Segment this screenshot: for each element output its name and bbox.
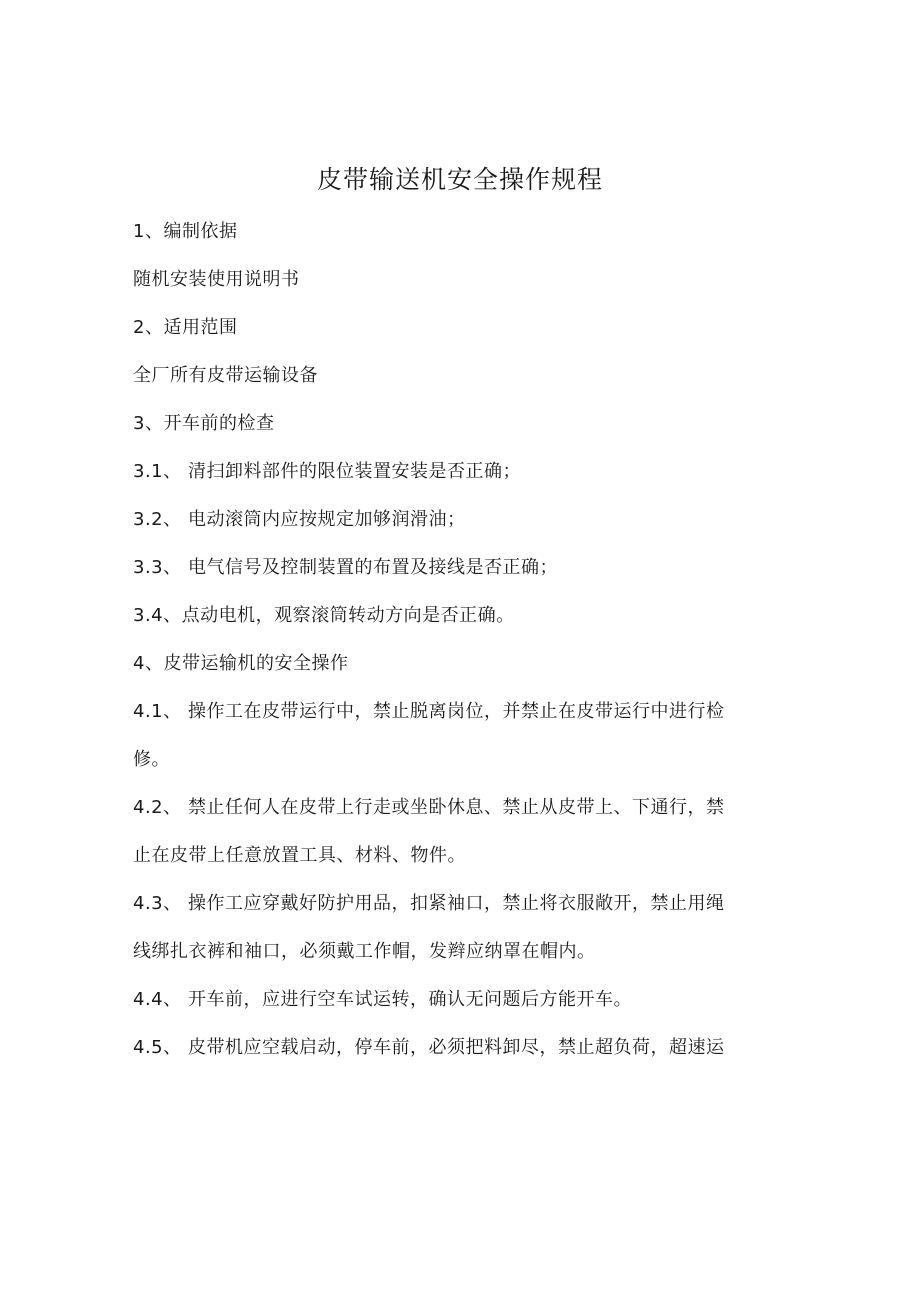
para-first-line — [133, 976, 778, 1024]
section-heading-scope — [133, 304, 778, 352]
para-continuation: 线绑扎衣裤和袖口，必须戴工作帽，发辫应纳罩在帽内。 — [133, 941, 596, 962]
item-text: 电气信号及控制装置的布置及接线是否正确； — [188, 557, 558, 578]
document-body — [133, 208, 778, 1072]
item-text: 操作工在皮带运行中，禁止脱离岗位，并禁止在皮带运行中进行检 — [188, 701, 725, 722]
body-line — [133, 352, 778, 400]
item-text: 操作工应穿戴好防护用品，扣紧袖口，禁止将衣服敞开，禁止用绳 — [188, 893, 725, 914]
para-first-line — [133, 1024, 778, 1072]
list-item — [133, 496, 778, 544]
item-text: 皮带运输机的安全操作 — [163, 653, 349, 674]
para-first-line — [133, 688, 778, 736]
para-first-line — [133, 784, 778, 832]
item-number: 3.1、 — [133, 461, 182, 482]
body-line — [133, 256, 778, 304]
item-number: 3.2、 — [133, 509, 182, 530]
item-number: 1、 — [133, 221, 164, 242]
item-text: 点动电机，观察滚筒转动方向是否正确。 — [181, 605, 515, 626]
item-text: 皮带机应空载启动，停车前，必须把料卸尽，禁止超负荷，超速运 — [188, 1037, 725, 1058]
item-number: 4、 — [133, 653, 164, 674]
list-item — [133, 976, 778, 1024]
section-heading-basis — [133, 208, 778, 256]
item-text: 适用范围 — [163, 317, 238, 338]
item-text: 编制依据 — [163, 221, 238, 242]
para-first-line — [133, 880, 778, 928]
item-text: 开车前的检查 — [163, 413, 275, 434]
para-continuation: 止在皮带上任意放置工具、材料、物件。 — [133, 845, 466, 866]
item-number: 2、 — [133, 317, 164, 338]
item-text: 禁止任何人在皮带上行走或坐卧休息、禁止从皮带上、下通行，禁 — [188, 797, 725, 818]
item-number: 4.3、 — [133, 893, 182, 914]
item-number: 4.1、 — [133, 701, 182, 722]
list-item — [133, 544, 778, 592]
item-number: 4.5、 — [133, 1037, 182, 1058]
list-item — [133, 688, 778, 784]
document-title: 皮带输送机安全操作规程 — [316, 165, 603, 194]
item-text: 清扫卸料部件的限位装置安装是否正确； — [188, 461, 521, 482]
list-item — [133, 1024, 778, 1072]
item-text: 开车前，应进行空车试运转，确认无问题后方能开车。 — [188, 989, 632, 1010]
item-number: 3、 — [133, 413, 164, 434]
item-number: 3.4、 — [133, 605, 182, 626]
item-text: 全厂所有皮带运输设备 — [133, 365, 318, 386]
para-continuation: 修。 — [133, 749, 170, 770]
item-text: 电动滚筒内应按规定加够润滑油； — [188, 509, 466, 530]
list-item — [133, 592, 778, 640]
list-item — [133, 880, 778, 976]
list-item — [133, 448, 778, 496]
item-number: 3.3、 — [133, 557, 182, 578]
item-number: 4.4、 — [133, 989, 182, 1010]
section-heading-operation — [133, 640, 778, 688]
list-item — [133, 784, 778, 880]
item-text: 随机安装使用说明书 — [133, 269, 300, 290]
section-heading-precheck — [133, 400, 778, 448]
item-number: 4.2、 — [133, 797, 182, 818]
